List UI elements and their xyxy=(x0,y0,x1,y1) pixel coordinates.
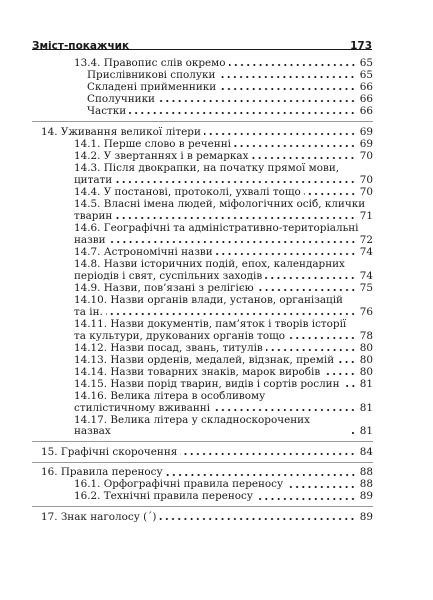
toc-entry-text: Астрономічні назви xyxy=(103,245,213,258)
toc-entry-title xyxy=(87,94,155,105)
toc-entry-page: 69 xyxy=(359,125,373,138)
toc-entry-number: 14. xyxy=(41,125,61,138)
toc-entry-title xyxy=(74,163,339,174)
toc-entry[interactable] xyxy=(32,367,373,378)
dot-leader xyxy=(229,64,356,66)
toc-entry[interactable] xyxy=(32,283,373,294)
dot-leader xyxy=(180,453,356,455)
toc-entry-text: Назви, пов’язані з релігією xyxy=(103,281,254,294)
toc-entry-number: 14.14. xyxy=(74,365,111,378)
dot-leader xyxy=(265,277,356,279)
toc-entry-title xyxy=(74,235,106,246)
toc-entry-page: 66 xyxy=(359,81,373,93)
toc-entry-title xyxy=(74,259,345,270)
toc-entry-page: 89 xyxy=(359,490,373,503)
toc-entry-number: 17. xyxy=(41,510,61,523)
toc-entry-page: 66 xyxy=(359,93,373,105)
toc-entry-text: Назви орденів, медалей, відзнак, премій xyxy=(110,353,335,366)
toc-entry-title xyxy=(74,355,334,366)
toc-entry-page: 88 xyxy=(359,478,373,491)
toc-entry-text: Графічні скорочення xyxy=(60,445,178,458)
toc-entry-text: Правопис слів окремо xyxy=(103,57,226,69)
dot-leader xyxy=(286,486,356,488)
toc-entry-title xyxy=(41,512,156,523)
toc-entry-title xyxy=(87,106,126,117)
toc-entry-number: 16.1. xyxy=(74,478,104,491)
toc-entry-text: Назви товарних знаків, марок виробів xyxy=(110,365,321,378)
toc-entry-page: 71 xyxy=(359,209,373,222)
toc-entry[interactable] xyxy=(32,94,373,105)
toc-entry-number: 13.4. xyxy=(74,57,104,69)
toc-entry[interactable] xyxy=(32,379,373,390)
dot-leader xyxy=(158,100,356,102)
toc-entry-page: 81 xyxy=(359,377,373,390)
toc-entry-title xyxy=(74,319,346,330)
toc-entry-text: Частки xyxy=(87,105,127,117)
toc-entry-page: 84 xyxy=(359,445,373,458)
toc-entry[interactable] xyxy=(32,247,373,258)
toc-entry[interactable] xyxy=(32,467,373,478)
toc-entry-title xyxy=(74,151,248,162)
toc-entry-title xyxy=(74,403,210,414)
toc-entry-title xyxy=(74,58,226,69)
toc-entry-text: Орфографічні правила переносу xyxy=(103,478,284,491)
dot-leader xyxy=(216,253,356,255)
toc-entry[interactable] xyxy=(32,491,373,502)
toc-entry-title xyxy=(74,343,263,354)
toc-entry-number: 14.11. xyxy=(74,317,111,330)
toc-entry-text: Правила переносу xyxy=(60,466,163,479)
toc-entry-title xyxy=(74,307,103,318)
toc-entry[interactable] xyxy=(32,415,373,438)
toc-entry[interactable] xyxy=(32,211,373,222)
dot-leader xyxy=(350,432,356,434)
toc-entry[interactable] xyxy=(32,355,373,366)
toc-entry[interactable] xyxy=(32,139,373,150)
toc-entry-page: 80 xyxy=(359,341,373,354)
toc-entry-text: Назви органів влади, установ, організацій xyxy=(110,293,343,306)
toc-entry-text: Прислівникові сполуки xyxy=(87,69,216,81)
toc-entry-text: Велика літера в особливому xyxy=(110,389,266,402)
toc-entry-text: Велика літера у складноскорочених назвах xyxy=(74,413,310,437)
toc-entry-number: 14.1. xyxy=(74,137,104,150)
toc-entry[interactable] xyxy=(32,319,373,330)
toc-entry-text: Перше слово в реченні xyxy=(103,137,231,150)
dot-leader xyxy=(166,474,356,476)
toc-entry-title xyxy=(74,223,358,234)
toc-entry-page: 81 xyxy=(359,401,373,414)
toc-entry-number: 14.12. xyxy=(74,341,111,354)
toc-entry-number: 15. xyxy=(41,445,61,458)
toc-entry[interactable] xyxy=(32,331,373,342)
toc-entry-page: 74 xyxy=(359,245,373,258)
toc-entry-title xyxy=(74,479,283,490)
toc-entry[interactable] xyxy=(32,391,373,402)
toc-entry-page: 89 xyxy=(359,510,373,523)
toc-entry[interactable] xyxy=(32,163,373,174)
dot-leader xyxy=(204,133,356,135)
toc-entry[interactable] xyxy=(32,199,373,210)
toc-entry-number: 14.7. xyxy=(74,245,104,258)
toc-entry[interactable] xyxy=(32,106,373,117)
toc-entry-text: Назви історичних подій, епох, календарних xyxy=(103,257,345,270)
toc-entry-number: 14.16. xyxy=(74,389,111,402)
toc-entry-title xyxy=(74,415,347,438)
toc-entry-text: Назви посад, звань, титулів xyxy=(110,341,263,354)
toc-entry-title xyxy=(74,187,301,198)
dot-leader xyxy=(115,181,356,183)
toc-entry-text: тварин xyxy=(74,209,113,222)
dot-leader xyxy=(109,241,356,243)
dot-leader xyxy=(115,217,356,219)
toc-entry[interactable] xyxy=(32,512,373,523)
toc-entry[interactable] xyxy=(32,259,373,270)
dot-leader xyxy=(323,373,356,375)
toc-entry-text: цитати xyxy=(74,173,113,186)
toc-entry-number: 14.15. xyxy=(74,377,111,390)
toc-entry-text: Назви порід тварин, видів і сортів рослин xyxy=(110,377,340,390)
toc-entry-page: 65 xyxy=(359,57,373,69)
toc-entry[interactable] xyxy=(32,343,373,354)
toc-entry-text: Уживання великої літери xyxy=(60,125,201,138)
toc-entry-title xyxy=(74,139,231,150)
dot-leader xyxy=(343,385,356,387)
toc-entry[interactable] xyxy=(32,295,373,306)
dot-leader xyxy=(129,112,356,114)
toc-entry-number: 14.6. xyxy=(74,221,104,234)
toc-entry-title xyxy=(74,283,254,294)
dot-leader xyxy=(234,145,356,147)
section-title: Зміст-покажчик xyxy=(32,40,130,52)
dot-leader xyxy=(266,349,356,351)
toc-entry-number: 16. xyxy=(41,466,61,479)
toc-entry-text: назви xyxy=(74,233,106,246)
dot-leader xyxy=(159,518,356,520)
toc-entry-number: 16.2. xyxy=(74,490,104,503)
dot-leader xyxy=(106,313,356,315)
dot-leader xyxy=(257,289,356,291)
toc-entry-number: 14.8. xyxy=(74,257,104,270)
toc-entry-text: періодів і свят, суспільних заходів xyxy=(74,269,263,282)
toc-entry-text: Складені прийменники xyxy=(87,81,217,93)
section-divider xyxy=(32,121,373,122)
toc-entry-number: 14.3. xyxy=(74,161,104,174)
toc-entry[interactable] xyxy=(32,151,373,162)
toc-entry-number: 14.4. xyxy=(74,185,104,198)
toc-entry-page: 76 xyxy=(359,305,373,318)
toc-entry-text: Знак наголосу (ˊ) xyxy=(60,510,157,523)
toc-entry-text: Власні імена людей, міфологічних осіб, клички xyxy=(103,197,366,210)
table-of-contents xyxy=(32,58,373,524)
page-number: 173 xyxy=(350,40,372,52)
toc-entry[interactable] xyxy=(32,223,373,234)
toc-entry-text: У звертаннях і в ремарках xyxy=(103,149,249,162)
toc-entry[interactable] xyxy=(32,403,373,414)
toc-entry-title xyxy=(74,175,112,186)
dot-leader xyxy=(256,498,356,500)
toc-entry-number: 14.17. xyxy=(74,413,111,426)
toc-entry-page: 88 xyxy=(359,466,373,479)
toc-entry-number: 14.9. xyxy=(74,281,104,294)
toc-entry-text: Географічні та адміністративно-територіальні xyxy=(103,221,359,234)
toc-entry-page: 75 xyxy=(359,281,373,294)
toc-entry-number: 14.5. xyxy=(74,197,104,210)
toc-entry[interactable] xyxy=(32,127,373,138)
toc-entry-page: 80 xyxy=(359,353,373,366)
toc-entry-page: 81 xyxy=(359,425,373,437)
toc-entry-page: 70 xyxy=(359,185,373,198)
toc-entry[interactable] xyxy=(32,307,373,318)
toc-entry-page: 74 xyxy=(359,269,373,282)
toc-entry-text: Назви документів, пам’яток і творів історії xyxy=(110,317,347,330)
toc-entry[interactable] xyxy=(32,235,373,246)
dot-leader xyxy=(218,76,356,78)
toc-entry-page: 72 xyxy=(359,233,373,246)
toc-entry-page: 69 xyxy=(359,137,373,150)
running-header xyxy=(32,27,372,50)
toc-entry-title xyxy=(41,467,163,478)
toc-entry-title xyxy=(74,331,285,342)
toc-entry[interactable] xyxy=(32,70,373,81)
toc-entry-number: 14.13. xyxy=(74,353,111,366)
dot-leader xyxy=(304,193,356,195)
toc-entry[interactable] xyxy=(32,175,373,186)
toc-entry-text: стилістичному вживанні xyxy=(74,401,211,414)
toc-entry-title xyxy=(74,271,262,282)
dot-leader xyxy=(251,157,356,159)
toc-entry-title xyxy=(41,447,177,458)
toc-entry-text: У постанові, протоколі, ухвалі тощо xyxy=(103,185,301,198)
toc-entry-page: 80 xyxy=(359,365,373,378)
toc-entry-text: Після двокрапки, на початку прямої мови, xyxy=(103,161,340,174)
toc-entry-page: 66 xyxy=(359,105,373,117)
toc-entry-title xyxy=(74,199,365,210)
toc-entry-text: Сполучники xyxy=(87,93,155,105)
toc-entry-title xyxy=(74,247,213,258)
section-divider xyxy=(32,462,373,463)
toc-entry-page: 70 xyxy=(359,173,373,186)
dot-leader xyxy=(219,88,356,90)
section-divider xyxy=(32,441,373,442)
toc-entry-text: та культури, друкованих органів тощо xyxy=(74,329,285,342)
toc-entry[interactable] xyxy=(32,447,373,458)
toc-entry-title xyxy=(41,127,201,138)
toc-entry-title xyxy=(74,491,253,502)
toc-entry-number: 14.10. xyxy=(74,293,111,306)
toc-entry[interactable] xyxy=(32,479,373,490)
toc-entry[interactable] xyxy=(32,58,373,69)
dot-leader xyxy=(337,361,356,363)
toc-entry-title xyxy=(87,70,215,81)
toc-entry[interactable] xyxy=(32,271,373,282)
toc-entry-text: та ін. xyxy=(74,305,103,318)
dot-leader xyxy=(213,409,356,411)
toc-entry[interactable] xyxy=(32,82,373,93)
toc-entry-title xyxy=(74,211,112,222)
toc-entry-number: 14.2. xyxy=(74,149,104,162)
dot-leader xyxy=(288,337,356,339)
toc-entry-page: 65 xyxy=(359,69,373,81)
section-divider xyxy=(32,506,373,507)
toc-entry-page: 70 xyxy=(359,149,373,162)
toc-entry-title xyxy=(74,379,340,390)
toc-entry-page: 78 xyxy=(359,329,373,342)
toc-entry[interactable] xyxy=(32,187,373,198)
toc-entry-title xyxy=(87,82,216,93)
toc-entry-title xyxy=(74,391,265,402)
toc-entry-title xyxy=(74,367,320,378)
toc-entry-title xyxy=(74,295,343,306)
toc-entry-text: Технічні правила переносу xyxy=(103,490,253,503)
